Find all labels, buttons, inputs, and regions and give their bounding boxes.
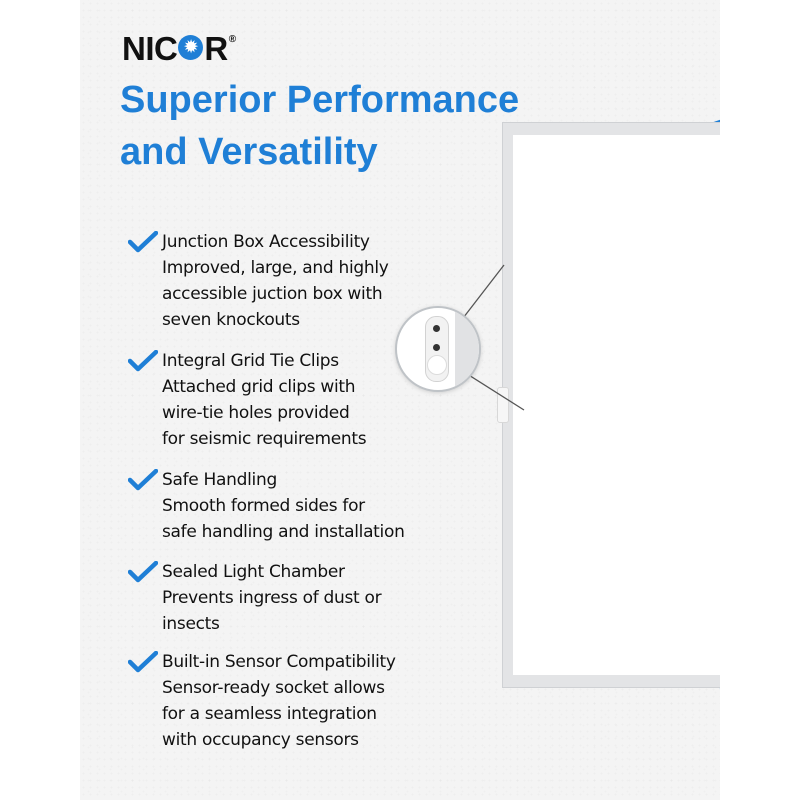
feature-title: Sealed Light Chamber (162, 562, 345, 582)
led-panel-product-image (502, 122, 720, 688)
feature-description: Improved, large, and highly accessible juction box with seven knockouts (162, 258, 389, 330)
feature-title: Built-in Sensor Compatibility (162, 652, 396, 672)
checkmark-icon (128, 469, 158, 491)
checkmark-icon (128, 651, 158, 673)
panel-edge-detail (455, 308, 479, 390)
feature-description: Prevents ingress of dust or insects (162, 588, 382, 634)
feature-title: Safe Handling (162, 470, 277, 490)
checkmark-icon (128, 561, 158, 583)
feature-description: Attached grid clips with wire-tie holes provided for seismic requirements (162, 377, 367, 449)
grid-tie-clip (497, 387, 509, 423)
logo-text: NIC (122, 30, 178, 67)
sensor-lens (427, 355, 447, 375)
starburst-icon (178, 35, 203, 60)
sensor-hole (433, 325, 440, 332)
product-feature-graphic (80, 0, 720, 800)
feature-list (128, 229, 428, 753)
logo-text: R (204, 30, 228, 67)
feature-item (128, 348, 428, 452)
feature-item (128, 229, 428, 333)
sensor-hole (433, 344, 440, 351)
registered-mark: ® (228, 34, 236, 45)
feature-item (128, 649, 428, 753)
headline: Superior Performance and Versatility (120, 79, 520, 173)
led-panel-lens (513, 135, 720, 675)
sensor-socket (425, 316, 449, 382)
feature-item (128, 559, 428, 637)
feature-description: Smooth formed sides for safe handling and installation (162, 496, 405, 542)
feature-item (128, 467, 428, 545)
feature-title: Integral Grid Tie Clips (162, 351, 339, 371)
feature-description: Sensor-ready socket allows for a seamless integration with occupancy sensors (162, 678, 385, 750)
nicor-logo (122, 30, 236, 68)
checkmark-icon (128, 350, 158, 372)
feature-title: Junction Box Accessibility (162, 232, 370, 252)
checkmark-icon (128, 231, 158, 253)
